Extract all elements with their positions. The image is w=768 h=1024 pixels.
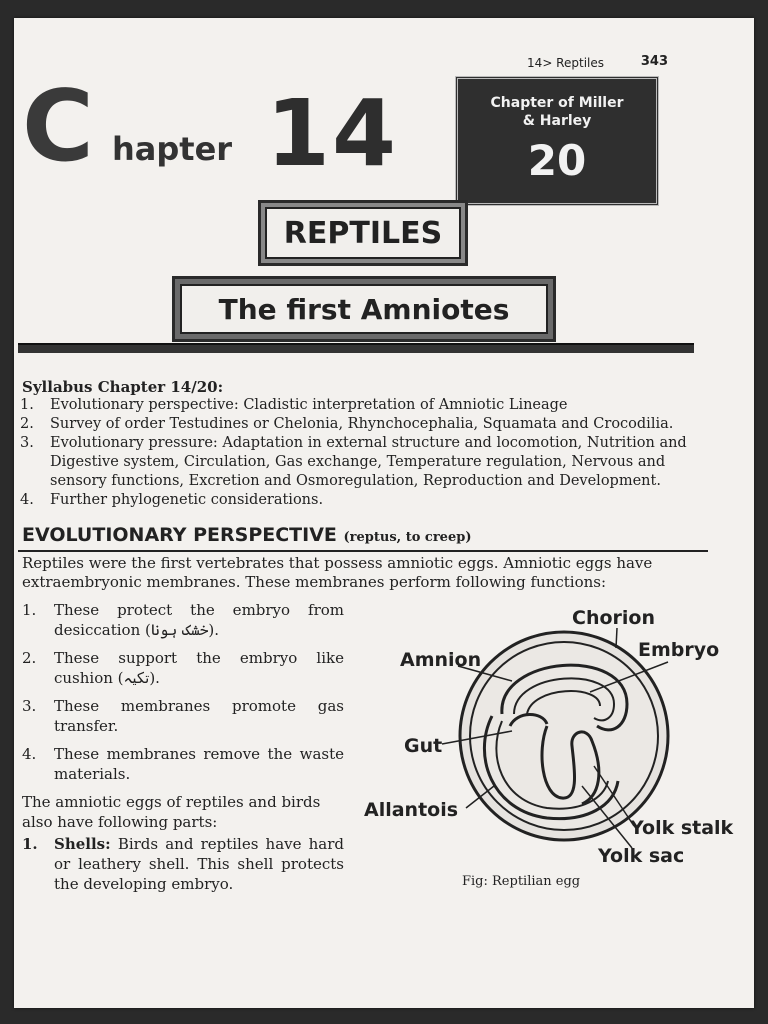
label-allantois: Allantois xyxy=(364,799,459,821)
list-item: 4. These membranes remove the waste materials. xyxy=(22,745,344,783)
part-text: Birds and reptiles have hard or leathery shell. This shell protects the developing embryo. xyxy=(54,835,344,893)
part-term: Shells: xyxy=(54,835,111,853)
list-item: 1. Shells: Birds and reptiles have hard or leathery shell. This shell protects the developing embryo. xyxy=(22,835,344,893)
list-item: 3. These membranes promote gas transfer. xyxy=(22,697,344,735)
list-item: 4. Further phylogenetic considerations. xyxy=(20,492,324,508)
label-chorion: Chorion xyxy=(572,607,655,629)
label-embryo: Embryo xyxy=(638,639,720,661)
label-amnion: Amnion xyxy=(400,649,482,671)
running-title: 14> Reptiles xyxy=(527,56,604,70)
chapter-number: 14 xyxy=(266,80,399,187)
syllabus-heading: Syllabus Chapter 14/20: xyxy=(22,378,224,396)
chapter-word: hapter xyxy=(112,130,233,168)
title-divider xyxy=(18,343,694,353)
list-item: 1. These protect the embryo from desiccation (خشک ہونا). xyxy=(22,601,344,639)
chapter-initial: C xyxy=(22,70,92,184)
label-yolk-sac: Yolk sac xyxy=(598,845,685,867)
list-item: 3. Evolutionary pressure: Adaptation in external structure and locomotion, Nutrition and Digestive system, Circulation, Gas exchange, Temperature regulation, Nervous and sensory functions, Excretion and Osmoregulation, Reproduction and Development. xyxy=(20,435,687,489)
intro-paragraph: Reptiles were the first vertebrates that possess amniotic eggs. Amniotic eggs have extraembryonic membranes. These membranes perform following functions: xyxy=(22,554,653,591)
chapter-subtitle: The first Amniotes xyxy=(180,284,548,334)
section-rule xyxy=(18,550,708,552)
miller-harley-box xyxy=(455,76,659,206)
page-number: 343 xyxy=(640,54,668,69)
miller-box-line2: & Harley xyxy=(522,112,592,129)
parts-intro: The amniotic eggs of reptiles and birds also have following parts: xyxy=(22,793,321,831)
section-heading: EVOLUTIONARY PERSPECTIVE (reptus, to creep) xyxy=(22,524,472,546)
list-item: 2. These support the embryo like cushion (تکیہ). xyxy=(22,649,344,687)
list-item: 2. Survey of order Testudines or Chelonia, Rhynchocephalia, Squamata and Crocodilia. xyxy=(20,416,674,432)
reptilian-egg-figure xyxy=(342,586,742,906)
chapter-title: REPTILES xyxy=(265,207,461,259)
section-subheading: (reptus, to creep) xyxy=(343,530,472,545)
syllabus-list xyxy=(20,396,710,510)
functions-column xyxy=(22,600,344,902)
miller-box-line1: Chapter of Miller xyxy=(490,95,624,111)
list-item: 1. Evolutionary perspective: Cladistic interpretation of Amniotic Lineage xyxy=(20,397,568,413)
label-yolk-stalk: Yolk stalk xyxy=(630,817,734,839)
subtitle-box xyxy=(172,276,556,342)
label-gut: Gut xyxy=(404,735,443,757)
figure-caption: Fig: Reptilian egg xyxy=(462,874,581,889)
miller-box-number: 20 xyxy=(527,136,587,185)
title-box xyxy=(258,200,468,266)
document-page xyxy=(14,18,754,1008)
